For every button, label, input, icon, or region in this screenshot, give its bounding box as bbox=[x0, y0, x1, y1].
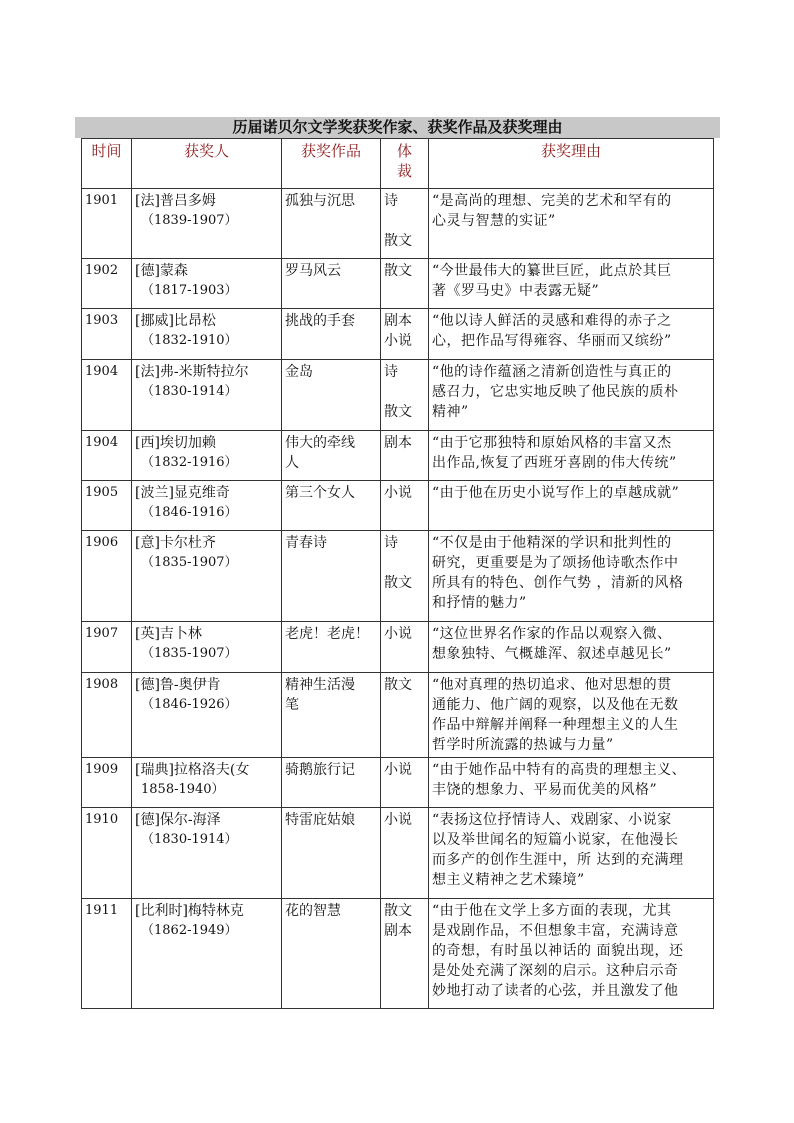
laureate-cell bbox=[132, 189, 282, 259]
laureate-dates: （1817-1903） bbox=[141, 283, 238, 298]
reason-line: 而多产的创作生涯中，所 达到的充满理 bbox=[432, 852, 684, 868]
laureate-dates: （1846-1926） bbox=[141, 697, 238, 712]
genre-line: 小说 bbox=[384, 485, 412, 501]
reason-cell bbox=[429, 360, 714, 431]
reason-cell bbox=[429, 899, 714, 1009]
reason-line: 精神” bbox=[432, 404, 469, 420]
laureate-dates: （1862-1949） bbox=[141, 923, 238, 938]
year-cell: 1903 bbox=[82, 309, 132, 360]
genre-line: 诗 bbox=[384, 364, 398, 380]
laureate-cell bbox=[132, 758, 282, 808]
laureate-dates: （1839-1907） bbox=[141, 213, 238, 228]
genre-line: 小说 bbox=[384, 333, 412, 349]
laureate-cell bbox=[132, 673, 282, 758]
laureate-dates: （1830-1914） bbox=[141, 832, 238, 847]
reason-line: “今世最伟大的纂世巨匠，此点於其巨 bbox=[432, 263, 672, 279]
genre-line: 小说 bbox=[384, 762, 412, 778]
reason-cell bbox=[429, 531, 714, 622]
work-title-line: 挑战的手套 bbox=[285, 313, 355, 329]
genre-cell bbox=[381, 309, 429, 360]
genre-line: 剧本 bbox=[384, 435, 412, 451]
laureate-name: [法]弗-米斯特拉尔 bbox=[135, 364, 249, 380]
laureate-name: [德]保尔-海泽 bbox=[135, 812, 221, 828]
work-title-line: 花的智慧 bbox=[285, 903, 341, 919]
work-cell bbox=[282, 259, 381, 309]
work-title-line: 罗马风云 bbox=[285, 263, 341, 279]
header-genre-line-2: 裁 bbox=[396, 162, 412, 180]
genre-line: 散文 bbox=[384, 233, 412, 249]
laureate-name: [英]吉卜林 bbox=[135, 626, 202, 642]
laureate-cell bbox=[132, 808, 282, 899]
work-cell bbox=[282, 309, 381, 360]
year-cell: 1901 bbox=[82, 189, 132, 259]
laureate-cell bbox=[132, 481, 282, 531]
genre-cell bbox=[381, 431, 429, 481]
reason-line: 哲学时所流露的热诚与力量” bbox=[432, 737, 614, 753]
header-genre-line-1: 体 bbox=[396, 142, 412, 160]
genre-cell bbox=[381, 259, 429, 309]
reason-line: 是戏剧作品，不但想象丰富，充满诗意 bbox=[432, 923, 679, 939]
year-cell: 1910 bbox=[82, 808, 132, 899]
reason-line: “由于她作品中特有的高贵的理想主义、 bbox=[432, 762, 687, 778]
table-row bbox=[82, 360, 714, 431]
genre-line bbox=[384, 211, 425, 231]
work-cell bbox=[282, 360, 381, 431]
reason-line: 和抒情的魅力” bbox=[432, 595, 527, 611]
reason-line: “他以诗人鲜活的灵感和难得的赤子之 bbox=[432, 313, 672, 329]
genre-cell bbox=[381, 673, 429, 758]
reason-line: “是高尚的理想、完美的艺术和罕有的 bbox=[432, 193, 672, 209]
work-title-line: 精神生活漫 bbox=[285, 677, 355, 693]
genre-line bbox=[384, 553, 425, 573]
genre-line: 剧本 bbox=[384, 923, 412, 939]
genre-line: 散文 bbox=[384, 903, 412, 919]
reason-cell bbox=[429, 431, 714, 481]
reason-line: 通能力、他广阔的观察，以及他在无数 bbox=[432, 697, 679, 713]
laureate-name: [波兰]显克维奇 bbox=[135, 485, 230, 501]
reason-cell bbox=[429, 189, 714, 259]
year-cell: 1911 bbox=[82, 899, 132, 1009]
laureate-dates: （1830-1914） bbox=[141, 384, 238, 399]
reason-line: “由于他在文学上多方面的表现，尤其 bbox=[432, 903, 672, 919]
genre-line: 散文 bbox=[384, 263, 412, 279]
work-title-line: 孤独与沉思 bbox=[285, 193, 355, 209]
genre-cell bbox=[381, 622, 429, 673]
header-work: 获奖作品 bbox=[282, 139, 381, 189]
year-cell: 1902 bbox=[82, 259, 132, 309]
laureate-dates: （1846-1916） bbox=[141, 505, 238, 520]
genre-line: 散文 bbox=[384, 575, 412, 591]
genre-cell bbox=[381, 808, 429, 899]
reason-line: 心灵与智慧的实证” bbox=[432, 213, 556, 229]
work-cell bbox=[282, 481, 381, 531]
reason-line: “表扬这位抒情诗人、戏剧家、小说家 bbox=[432, 812, 672, 828]
reason-line: “由于他在历史小说写作上的卓越成就” bbox=[432, 485, 680, 501]
year-cell: 1907 bbox=[82, 622, 132, 673]
laureate-dates: （1832-1916） bbox=[141, 455, 238, 470]
genre-line: 小说 bbox=[384, 626, 412, 642]
reason-cell bbox=[429, 481, 714, 531]
reason-cell bbox=[429, 808, 714, 899]
reason-line: 丰饶的想象力、平易而优美的风格” bbox=[432, 782, 658, 798]
work-cell bbox=[282, 673, 381, 758]
reason-line: 出作品,恢复了西班牙喜剧的伟大传统” bbox=[432, 455, 677, 471]
reason-line: 妙地打动了读者的心弦，并且激发了他 bbox=[432, 983, 679, 999]
laureate-name: [比利时]梅特林克 bbox=[135, 903, 244, 919]
reason-cell bbox=[429, 758, 714, 808]
reason-cell bbox=[429, 622, 714, 673]
laureate-cell bbox=[132, 899, 282, 1009]
work-title-line: 伟大的牵线 bbox=[285, 435, 355, 451]
work-title-line: 笔 bbox=[285, 697, 299, 713]
table-row bbox=[82, 481, 714, 531]
genre-line bbox=[384, 382, 425, 402]
laureate-cell bbox=[132, 309, 282, 360]
table-row bbox=[82, 899, 714, 1009]
genre-line: 小说 bbox=[384, 812, 412, 828]
table-row bbox=[82, 673, 714, 758]
work-cell bbox=[282, 189, 381, 259]
genre-line: 散文 bbox=[384, 404, 412, 420]
work-title-line: 第三个女人 bbox=[285, 485, 355, 501]
reason-line: “他对真理的热切追求、他对思想的贯 bbox=[432, 677, 672, 693]
laureate-name: [德]鲁-奥伊肯 bbox=[135, 677, 221, 693]
genre-cell bbox=[381, 360, 429, 431]
year-cell: 1904 bbox=[82, 360, 132, 431]
reason-cell bbox=[429, 309, 714, 360]
reason-line: 以及举世闻名的短篇小说家，在他漫长 bbox=[432, 832, 679, 848]
laureate-cell bbox=[132, 360, 282, 431]
laureate-cell bbox=[132, 431, 282, 481]
work-title-line: 金岛 bbox=[285, 364, 313, 380]
work-cell bbox=[282, 899, 381, 1009]
laureate-name: [瑞典]拉格洛夫(女 bbox=[135, 762, 250, 778]
table-row bbox=[82, 531, 714, 622]
table-row bbox=[82, 309, 714, 360]
genre-cell bbox=[381, 531, 429, 622]
genre-line: 诗 bbox=[384, 535, 398, 551]
laureate-cell bbox=[132, 531, 282, 622]
reason-line: 感召力，它忠实地反映了他民族的质朴 bbox=[432, 384, 679, 400]
genre-line: 剧本 bbox=[384, 313, 412, 329]
table-row bbox=[82, 622, 714, 673]
table-row bbox=[82, 189, 714, 259]
table-title: 历届诺贝尔文学奖获奖作家、获奖作品及获奖理由 bbox=[75, 117, 720, 138]
header-reason: 获奖理由 bbox=[429, 139, 714, 189]
laureate-dates: 1858-1940） bbox=[141, 782, 225, 797]
reason-line: 想主义精神之艺术臻境” bbox=[432, 872, 585, 888]
laureate-dates: （1835-1907） bbox=[141, 555, 238, 570]
year-cell: 1904 bbox=[82, 431, 132, 481]
table-row bbox=[82, 259, 714, 309]
reason-line: “不仅是由于他精深的学识和批判性的 bbox=[432, 535, 672, 551]
work-cell bbox=[282, 622, 381, 673]
genre-cell bbox=[381, 758, 429, 808]
table-row bbox=[82, 808, 714, 899]
reason-line: 研究，更重要是为了颂扬他诗歌杰作中 bbox=[432, 555, 679, 571]
year-cell: 1905 bbox=[82, 481, 132, 531]
reason-line: “由于它那独特和原始风格的丰富又杰 bbox=[432, 435, 672, 451]
reason-line: 是处处充满了深刻的启示。这种启示奇 bbox=[432, 963, 679, 979]
header-row bbox=[82, 139, 714, 189]
reason-cell bbox=[429, 673, 714, 758]
genre-line: 诗 bbox=[384, 193, 398, 209]
work-cell bbox=[282, 758, 381, 808]
laureate-name: [法]普吕多姆 bbox=[135, 193, 216, 209]
year-cell: 1909 bbox=[82, 758, 132, 808]
laureate-name: [挪威]比昂松 bbox=[135, 313, 216, 329]
laureate-dates: （1835-1907） bbox=[141, 646, 238, 661]
reason-line: 所具有的特色、创作气势 ，清新的风格 bbox=[432, 575, 684, 591]
laureate-name: [德]蒙森 bbox=[135, 263, 188, 279]
genre-cell bbox=[381, 189, 429, 259]
laureate-dates: （1832-1910） bbox=[141, 333, 238, 348]
work-cell bbox=[282, 808, 381, 899]
genre-cell bbox=[381, 899, 429, 1009]
reason-cell bbox=[429, 259, 714, 309]
reason-line: 作品中辩解并阐释一种理想主义的人生 bbox=[432, 717, 679, 733]
work-cell bbox=[282, 431, 381, 481]
header-laureate: 获奖人 bbox=[132, 139, 282, 189]
reason-line: “这位世界名作家的作品以观察入微、 bbox=[432, 626, 672, 642]
reason-line: “他的诗作蕴涵之清新创造性与真正的 bbox=[432, 364, 672, 380]
table-body bbox=[82, 189, 714, 1009]
work-title-line: 青春诗 bbox=[285, 535, 327, 551]
header-genre bbox=[381, 139, 429, 189]
table-row bbox=[82, 431, 714, 481]
nobel-literature-table bbox=[81, 138, 714, 1009]
laureate-name: [西]埃切加赖 bbox=[135, 435, 216, 451]
laureate-name: [意]卡尔杜齐 bbox=[135, 535, 216, 551]
reason-line: 心，把作品写得雍容、华丽而又缤纷” bbox=[432, 333, 672, 349]
work-cell bbox=[282, 531, 381, 622]
laureate-cell bbox=[132, 622, 282, 673]
reason-line: 想象独特、气概雄浑、叙述卓越见长” bbox=[432, 646, 672, 662]
work-title-line: 老虎！老虎！ bbox=[285, 626, 369, 642]
reason-line: 的奇想，有时虽以神话的 面貌出现，还 bbox=[432, 943, 684, 959]
table-row bbox=[82, 758, 714, 808]
work-title-line: 特雷庇姑娘 bbox=[285, 812, 355, 828]
work-title-line: 人 bbox=[285, 455, 299, 471]
genre-cell bbox=[381, 481, 429, 531]
header-year: 时间 bbox=[82, 139, 132, 189]
reason-line: 著《罗马史》中表露无疑” bbox=[432, 283, 600, 299]
laureate-cell bbox=[132, 259, 282, 309]
year-cell: 1906 bbox=[82, 531, 132, 622]
work-title-line: 骑鹅旅行记 bbox=[285, 762, 355, 778]
year-cell: 1908 bbox=[82, 673, 132, 758]
genre-line: 散文 bbox=[384, 677, 412, 693]
